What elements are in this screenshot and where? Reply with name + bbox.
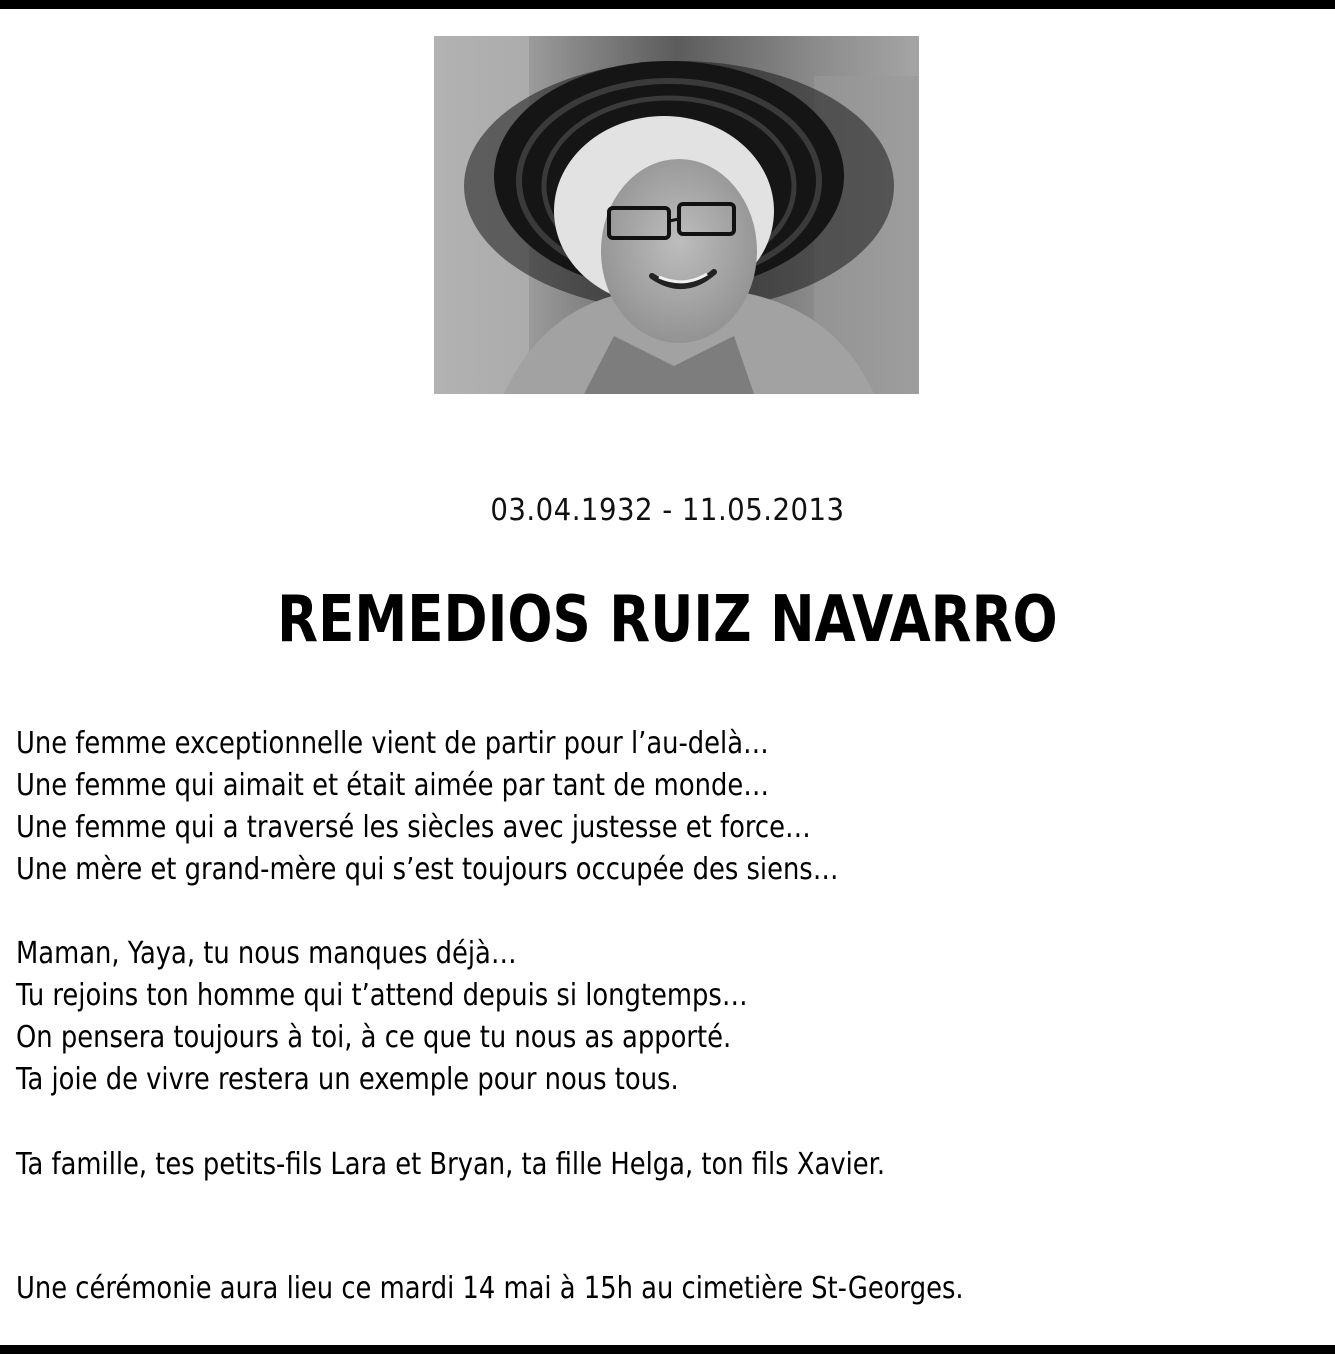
ceremony-line: Une cérémonie aura lieu ce mardi 14 mai à 15h au cimetière St-Georges. xyxy=(16,1271,964,1306)
portrait-photo xyxy=(434,36,919,394)
family-line: Ta famille, tes petits-fils Lara et Bryan, ta fille Helga, ton fils Xavier. xyxy=(16,1147,886,1182)
life-dates: 03.04.1932 - 11.05.2013 xyxy=(490,493,845,528)
tribute-stanza-2 xyxy=(16,933,1134,1101)
deceased-name: REMEDIOS RUIZ NAVARRO xyxy=(277,583,1058,657)
portrait-image xyxy=(434,36,919,394)
tribute-line: Tu rejoins ton homme qui t’attend depuis si longtemps… xyxy=(16,978,748,1013)
family-signature xyxy=(16,1144,1134,1186)
tribute-line: Une femme qui aimait et était aimée par tant de monde… xyxy=(16,768,770,803)
tribute-line: Une femme exceptionnelle vient de partir pour l’au-delà… xyxy=(16,726,769,761)
ceremony-notice xyxy=(16,1268,1134,1310)
tribute-line: Une femme qui a traversé les siècles avec justesse et force… xyxy=(16,810,811,845)
tribute-line: Maman, Yaya, tu nous manques déjà… xyxy=(16,936,517,971)
tribute-line: Une mère et grand-mère qui s’est toujours occupée des siens… xyxy=(16,852,839,887)
tribute-stanza-1 xyxy=(16,723,1134,891)
tribute-line: Ta joie de vivre restera un exemple pour nous tous. xyxy=(16,1062,679,1097)
tribute-line: On pensera toujours à toi, à ce que tu nous as apporté. xyxy=(16,1020,732,1055)
top-border-rule xyxy=(0,0,1335,9)
bottom-border-rule xyxy=(0,1345,1335,1354)
